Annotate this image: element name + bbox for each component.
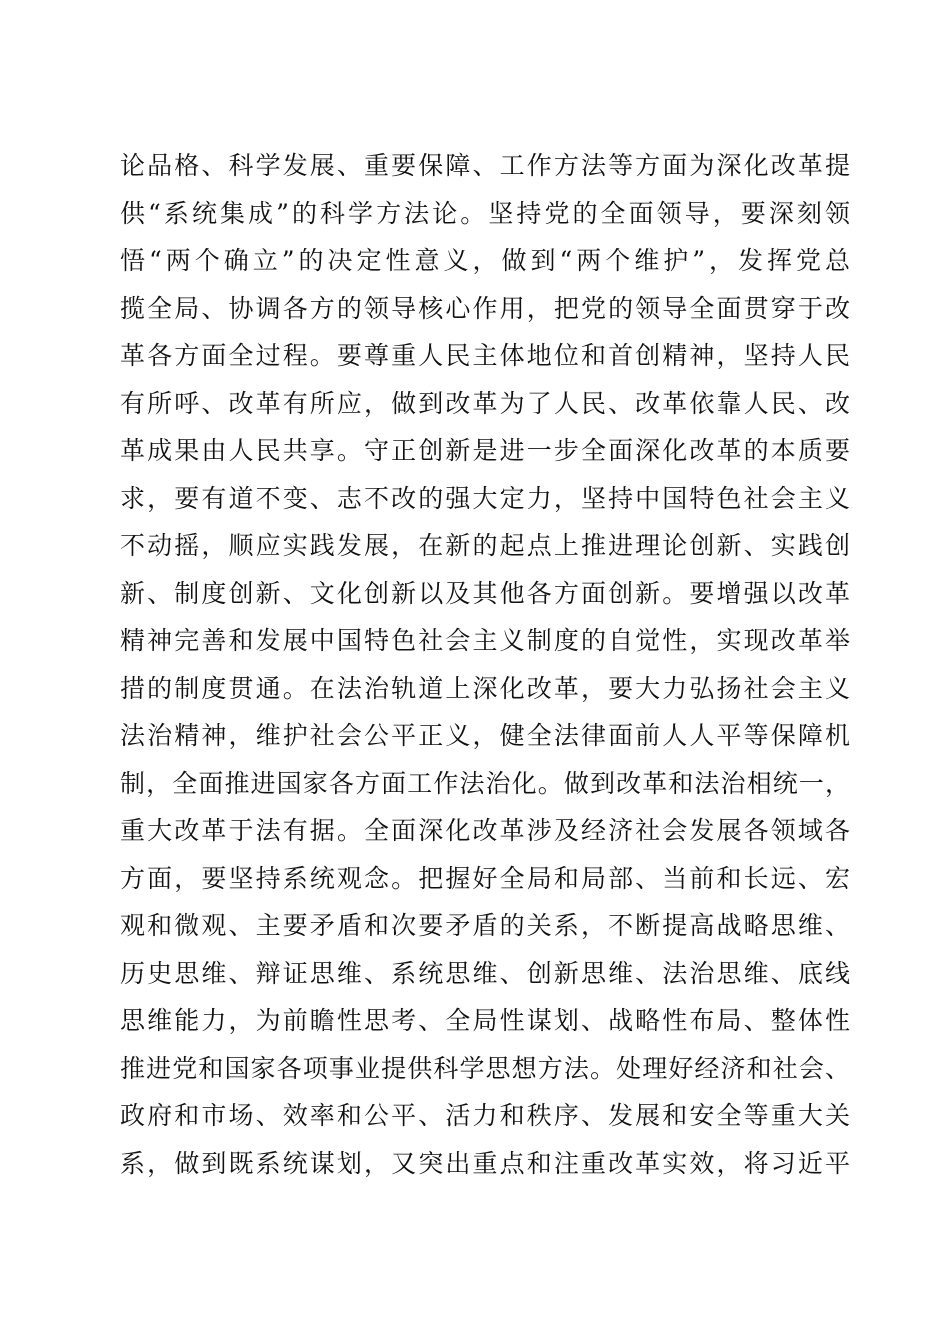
text-line: 思维能力，为前瞻性思考、全局性谋划、战略性布局、整体性: [120, 1006, 850, 1035]
text-line: 系，做到既系统谋划，又突出重点和注重改革实效，将习近平: [120, 1148, 850, 1178]
text-line: 有所呼、改革有所应，做到改革为了人民、改革依靠人民、改: [120, 388, 850, 418]
text-line: 革成果由人民共享。守正创新是进一步全面深化改革的本质要: [120, 436, 850, 465]
text-line: 推进党和国家各项事业提供科学思想方法。处理好经济和社会、: [120, 1053, 850, 1083]
text-line: 论品格、科学发展、重要保障、工作方法等方面为深化改革提: [120, 151, 850, 180]
text-line: 精神完善和发展中国特色社会主义制度的自觉性，实现改革举: [120, 626, 850, 655]
text-line: 法治精神，维护社会公平正义，健全法律面前人人平等保障机: [120, 721, 850, 750]
text-line: 求，要有道不变、志不改的强大定力，坚持中国特色社会主义: [120, 483, 850, 513]
body-paragraph: [120, 142, 850, 1187]
text-line: 措的制度贯通。在法治轨道上深化改革，要大力弘扬社会主义: [120, 673, 850, 703]
text-line: 革各方面全过程。要尊重人民主体地位和首创精神，坚持人民: [120, 341, 850, 370]
text-line: 观和微观、主要矛盾和次要矛盾的关系，不断提高战略思维、: [120, 911, 850, 940]
text-line: 方面，要坚持系统观念。把握好全局和局部、当前和长远、宏: [120, 863, 850, 893]
text-line: 悟“两个确立”的决定性意义，做到“两个维护”，发挥党总: [120, 246, 850, 275]
text-line: 政府和市场、效率和公平、活力和秩序、发展和安全等重大关: [120, 1101, 850, 1130]
text-line: 揽全局、协调各方的领导核心作用，把党的领导全面贯穿于改: [120, 293, 850, 323]
text-line: 重大改革于法有据。全面深化改革涉及经济社会发展各领域各: [120, 816, 850, 845]
text-line: 新、制度创新、文化创新以及其他各方面创新。要增强以改革: [120, 578, 850, 608]
text-line: 供“系统集成”的科学方法论。坚持党的全面领导，要深刻领: [120, 198, 850, 228]
text-line: 不动摇，顺应实践发展，在新的起点上推进理论创新、实践创: [120, 531, 850, 560]
text-line: 制，全面推进国家各方面工作法治化。做到改革和法治相统一，: [120, 768, 850, 798]
text-line: 历史思维、辩证思维、系统思维、创新思维、法治思维、底线: [120, 958, 850, 988]
